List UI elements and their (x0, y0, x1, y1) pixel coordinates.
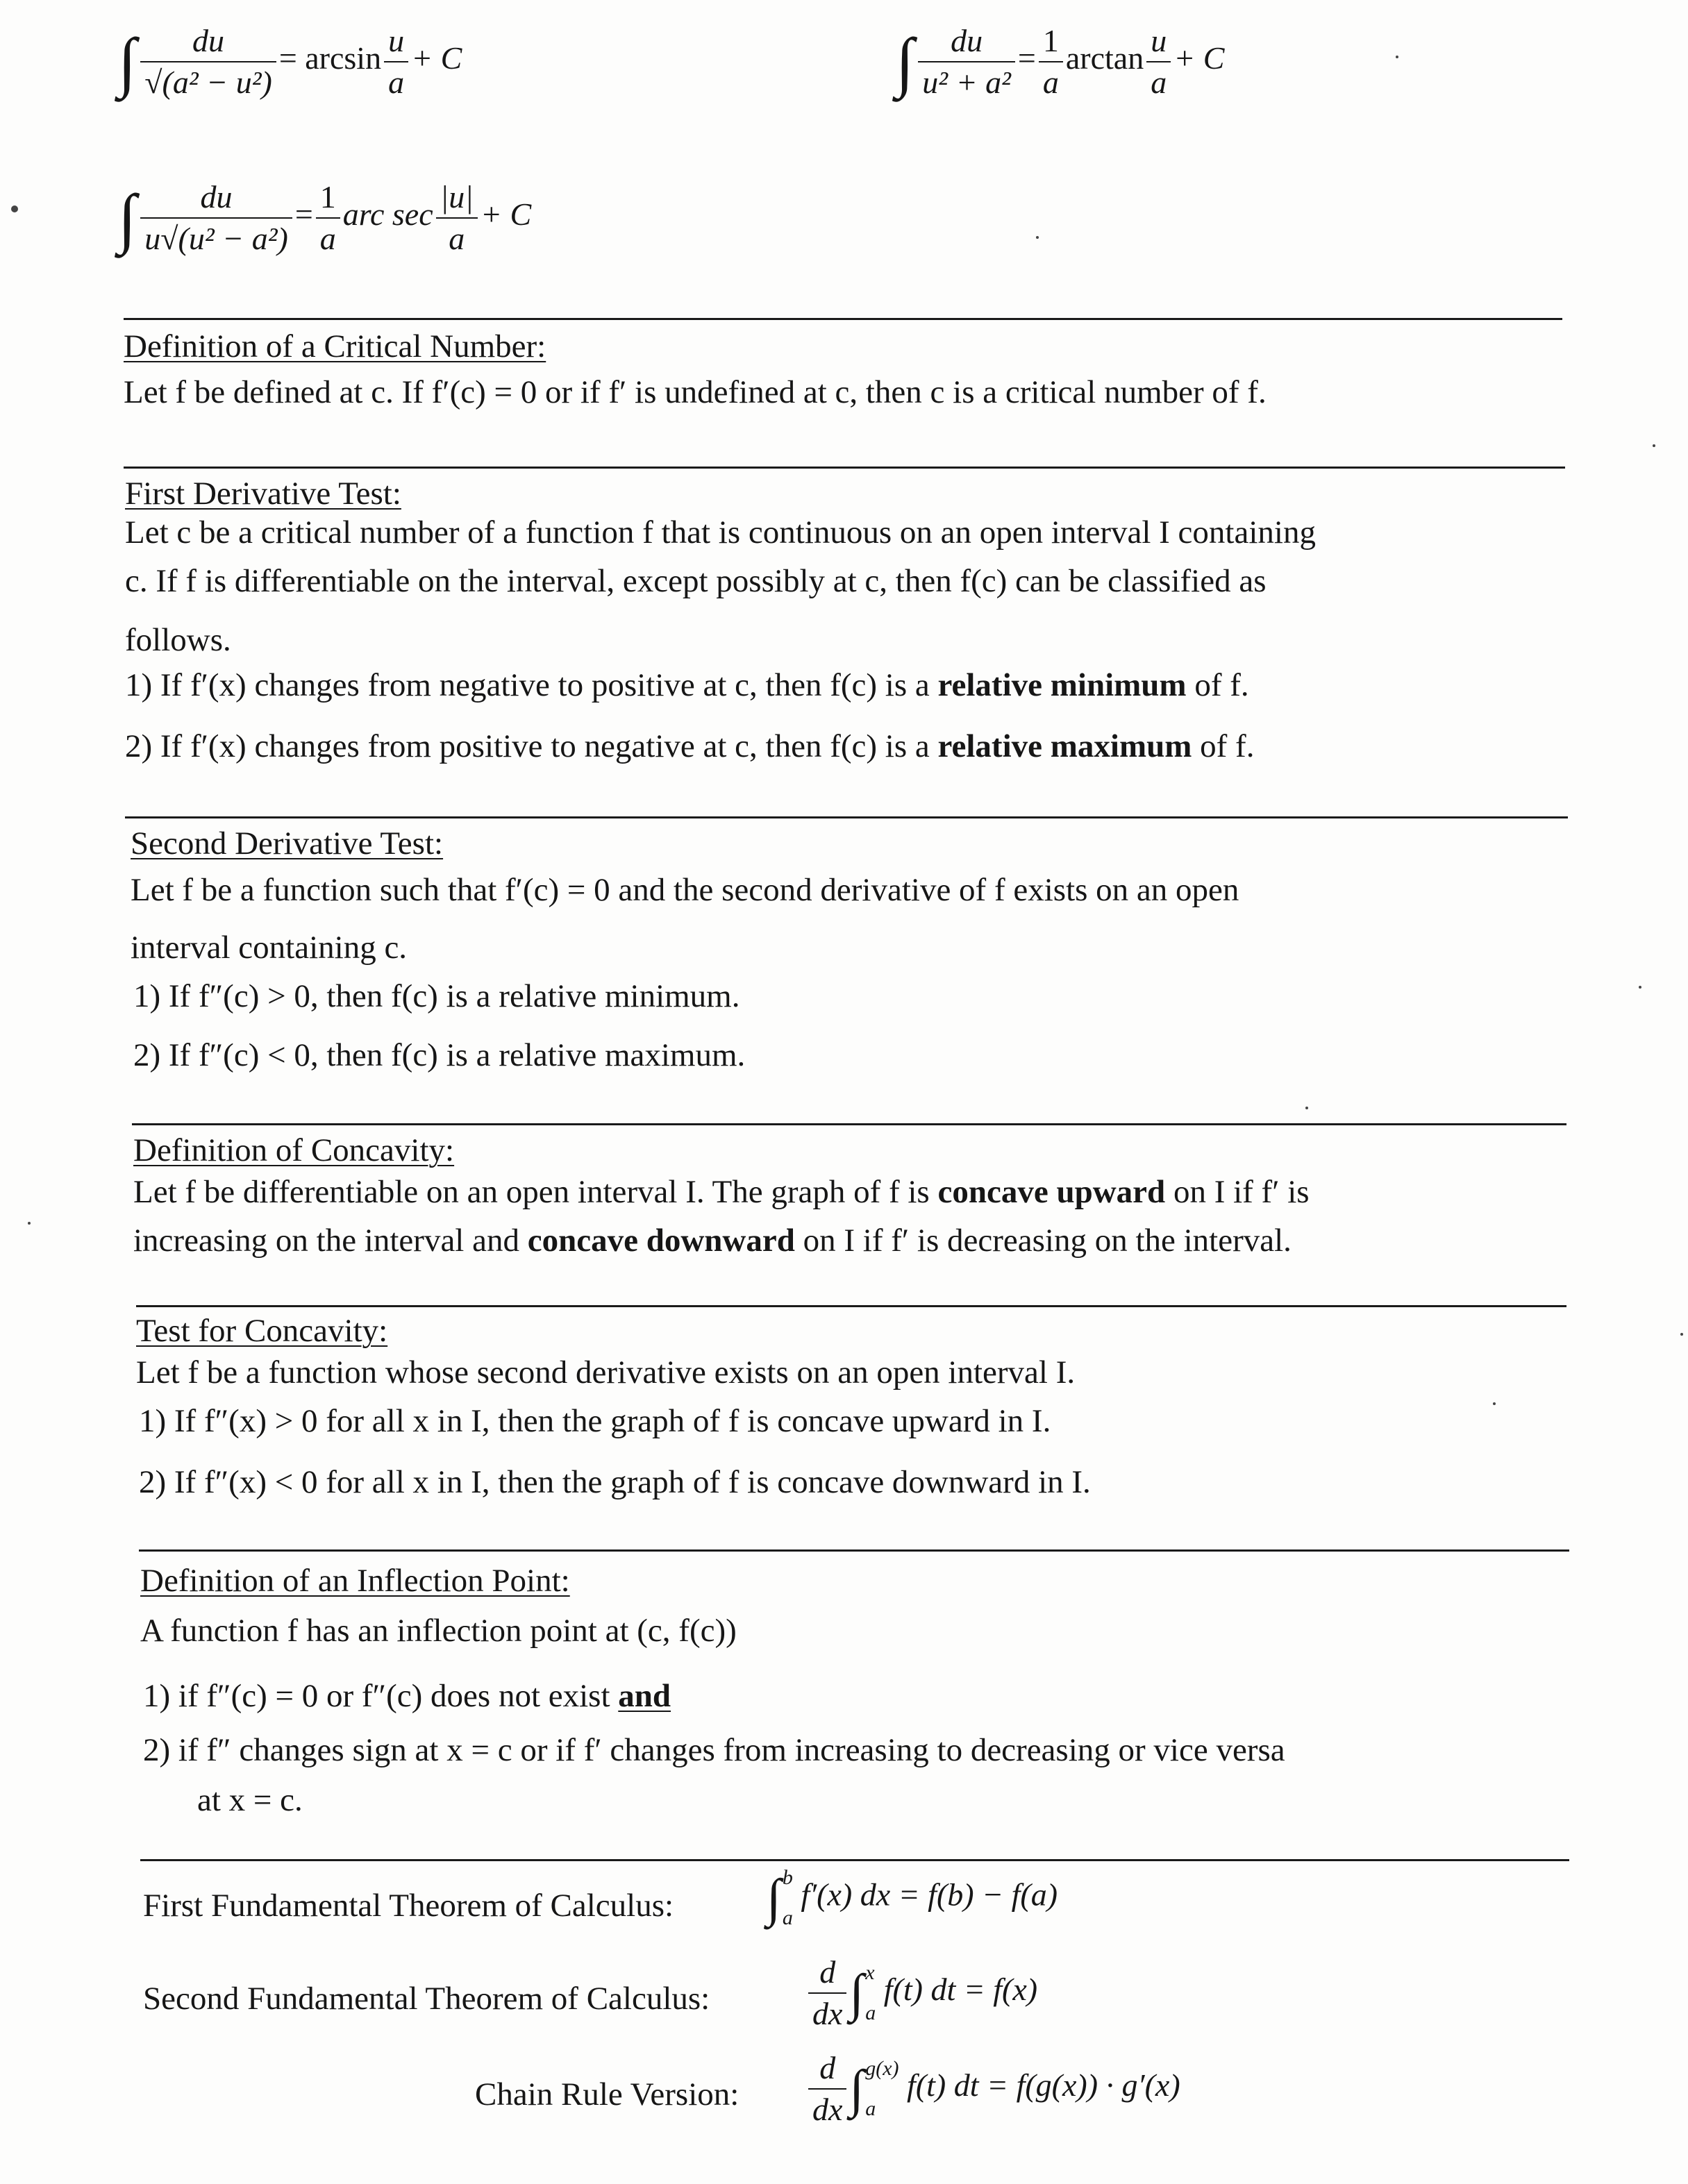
concavity-test-item-1: 1) If f″(x) > 0 for all x in I, then the graph of f is concave upward in I. (139, 1403, 1051, 1439)
constant-term: + C (480, 196, 532, 233)
upper-limit: g(x) (865, 2056, 899, 2080)
chain-rule-formula (805, 2048, 1180, 2129)
first-derivative-test-line-1: Let c be a critical number of a function f that is continuous on an open interval I containing (125, 514, 1316, 551)
lower-limit: a (865, 2097, 876, 2120)
definition-text: on I if f′ is (1173, 1174, 1310, 1210)
concavity-test-heading: Test for Concavity: (136, 1313, 388, 1349)
section-divider (136, 1305, 1566, 1307)
concave-upward-term: concave upward (937, 1174, 1166, 1210)
section-divider (132, 1123, 1566, 1125)
first-derivative-test-item-2 (125, 728, 1254, 765)
arctan-function: arctan (1065, 40, 1144, 76)
arcsin-integral-formula (118, 21, 462, 102)
integrand-fraction (140, 177, 292, 258)
numerator: du (140, 21, 276, 62)
first-derivative-test-heading: First Derivative Test: (125, 476, 401, 512)
lower-limit: a (782, 1906, 793, 1929)
relative-minimum-term: relative minimum (937, 667, 1187, 703)
upper-limit: x (865, 1960, 875, 1984)
denominator: √(a² − u²) (144, 64, 272, 100)
derivative-operator (808, 2048, 846, 2129)
concavity-definition-line-2 (133, 1222, 1292, 1259)
scan-speck (1493, 1402, 1496, 1405)
upper-limit: b (782, 1866, 793, 1889)
section-divider (125, 816, 1568, 818)
argument-fraction (436, 177, 478, 258)
second-ftc-formula (805, 1952, 1037, 2033)
first-ftc-label: First Fundamental Theorem of Calculus: (143, 1888, 674, 1924)
numerator: |u| (436, 177, 478, 219)
numerator: d (808, 2048, 846, 2090)
scan-speck (11, 205, 18, 212)
constant-term: + C (1173, 40, 1225, 76)
second-derivative-test-item-2: 2) If f″(c) < 0, then f(c) is a relative maximum. (133, 1037, 746, 1073)
inflection-point-heading: Definition of an Inflection Point: (140, 1563, 570, 1599)
integrand-fraction (918, 21, 1015, 102)
numerator: d (808, 1952, 846, 1994)
first-derivative-test-item-1 (125, 666, 1249, 704)
denominator: a (1042, 64, 1059, 100)
denominator: dx (812, 1995, 843, 2031)
second-derivative-test-heading: Second Derivative Test: (131, 825, 444, 862)
denominator: a (388, 64, 405, 100)
second-ftc-label: Second Fundamental Theorem of Calculus: (143, 1981, 710, 2017)
inflection-point-item-1 (143, 1677, 671, 1715)
concave-downward-term: concave downward (527, 1223, 795, 1259)
arcsec-integral-formula: ∫ $\frac{du}{\text{u√(u² − a²)}}$ = $\frac{1}{a}$ arc sec $\frac{|u|}{a}$ + C (118, 177, 531, 258)
coefficient-fraction (1039, 21, 1063, 102)
chain-rule-label: Chain Rule Version: (475, 2076, 739, 2112)
second-derivative-test-line-2: interval containing c. (131, 930, 408, 966)
denominator: a (319, 220, 336, 256)
section-divider (139, 1549, 1569, 1552)
denominator: u² + a² (922, 64, 1011, 100)
concavity-definition-line-1 (133, 1173, 1310, 1211)
integral-sign: ∫ (849, 1963, 864, 2022)
concavity-test-item-2: 2) If f″(x) < 0 for all x in I, then the graph of f is concave downward in I. (139, 1464, 1091, 1500)
lower-limit: a (865, 2001, 876, 2024)
formula-body: f(t) dt = f(g(x)) · g′(x) (907, 2067, 1180, 2103)
item-text: 1) if f″(c) = 0 or f″(c) does not exist (143, 1678, 610, 1714)
argument-fraction (1146, 21, 1171, 102)
first-derivative-test-line-2: c. If f is differentiable on the interval, except possibly at c, then f(c) can be classified as (125, 563, 1267, 599)
integral-sign: ∫ (896, 24, 914, 99)
critical-number-heading: Definition of a Critical Number: (124, 328, 546, 364)
scan-speck (1305, 1107, 1308, 1109)
numerator: 1 (1039, 21, 1063, 62)
second-derivative-test-line-1: Let f be a function such that f′(c) = 0 and the second derivative of f exists on an open (131, 872, 1239, 908)
item-text: 2) If f′(x) changes from positive to negative at c, then f(c) is a (125, 728, 930, 764)
integral-limits (783, 1867, 793, 1929)
denominator: a (449, 220, 465, 256)
formula-body: f(t) dt = f(x) (883, 1972, 1038, 2008)
definition-text: on I if f′ is decreasing on the interval. (803, 1223, 1292, 1259)
integral-sign: ∫ (118, 180, 137, 255)
relative-maximum-term: relative maximum (937, 728, 1192, 764)
second-derivative-test-item-1: 1) If f″(c) > 0, then f(c) is a relative minimum. (133, 978, 740, 1014)
denominator: u√(u² − a²) (144, 220, 288, 256)
first-derivative-test-line-3: follows. (125, 622, 231, 658)
numerator: u (1146, 21, 1171, 62)
numerator: 1 (316, 177, 340, 219)
scan-speck (1680, 1333, 1683, 1336)
section-divider (124, 467, 1565, 469)
numerator: du (918, 21, 1015, 62)
arcsec-function: arc sec (342, 196, 433, 233)
integrand-fraction (140, 21, 276, 102)
derivative-operator (808, 1952, 846, 2033)
arctan-integral-formula: ∫ $\frac{du}{\text{u² + a²}}$ = $\frac{1}{a}$ arctan $\frac{u}{a}$ + C (896, 21, 1224, 102)
arcsin-function: = arcsin (278, 40, 382, 76)
item-text: of f. (1194, 667, 1249, 703)
scan-speck (1639, 986, 1641, 989)
and-emphasis: and (618, 1678, 671, 1714)
integral-limits (865, 1960, 876, 2024)
scan-speck (1036, 236, 1039, 239)
critical-number-definition: Let f be defined at c. If f′(c) = 0 or if f′ is undefined at c, then c is a critical number of f. (124, 374, 1267, 410)
inflection-point-item-2: 2) if f″ changes sign at x = c or if f′ changes from increasing to decreasing or vice versa (143, 1732, 1285, 1768)
numerator: u (384, 21, 408, 62)
numerator: du (140, 177, 292, 219)
denominator: dx (812, 2091, 843, 2127)
scan-speck (1396, 56, 1398, 58)
coefficient-fraction (316, 177, 340, 258)
scan-speck (1653, 444, 1655, 447)
formula-body: f′(x) dx = f(b) − f(a) (801, 1876, 1058, 1913)
definition-text: increasing on the interval and (133, 1223, 519, 1259)
inflection-point-line-1: A function f has an inflection point at (c, f(c)) (140, 1613, 737, 1649)
integral-sign: ∫ (767, 1869, 781, 1927)
item-text: of f. (1200, 728, 1255, 764)
integral-sign: ∫ (849, 2059, 864, 2118)
concavity-definition-heading: Definition of Concavity: (133, 1132, 455, 1168)
definition-text: Let f be differentiable on an open interval I. The graph of f is (133, 1174, 930, 1210)
section-divider (140, 1859, 1569, 1861)
concavity-test-line-1: Let f be a function whose second derivative exists on an open interval I. (136, 1354, 1076, 1391)
argument-fraction (384, 21, 408, 102)
scan-speck (28, 1222, 31, 1225)
constant-term: + C (411, 40, 462, 76)
item-text: 1) If f′(x) changes from negative to positive at c, then f(c) is a (125, 667, 930, 703)
inflection-point-item-2-continued: at x = c. (197, 1782, 303, 1818)
denominator: a (1151, 64, 1167, 100)
first-ftc-formula (767, 1867, 1058, 1929)
section-divider (124, 318, 1562, 320)
integral-limits (865, 2058, 899, 2119)
integral-sign: ∫ (118, 24, 137, 99)
